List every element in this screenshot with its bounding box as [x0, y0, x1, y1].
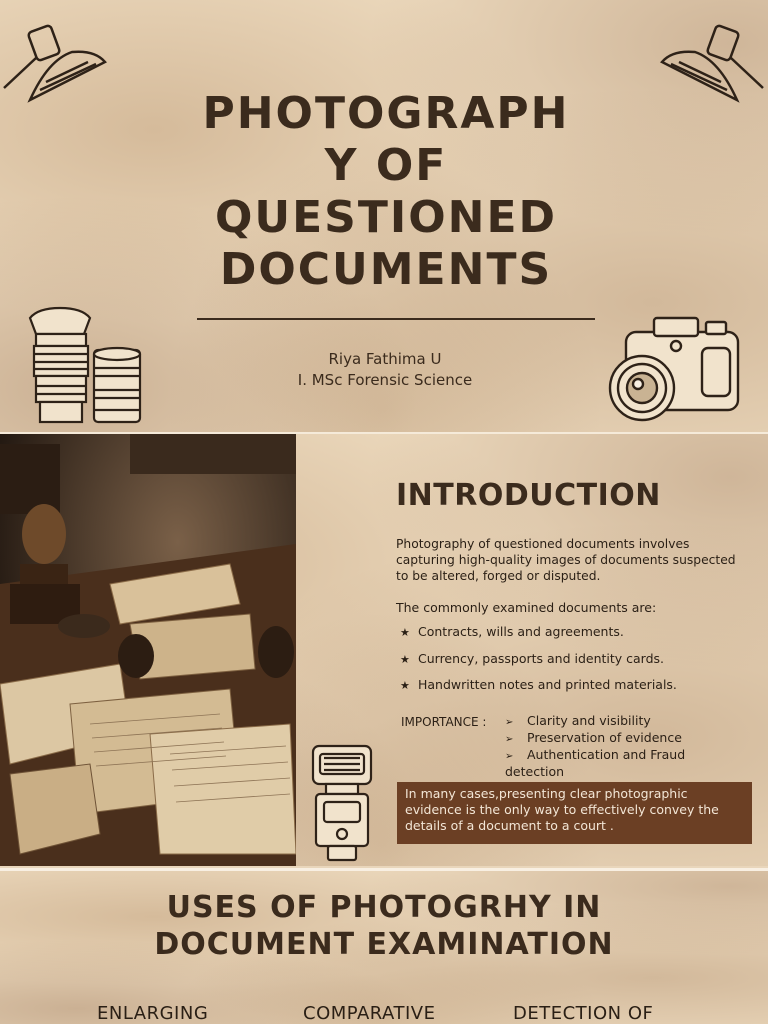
list-item: ★ Currency, passports and identity cards.: [400, 650, 665, 666]
column-heading: ENLARGING: [97, 1003, 209, 1024]
list-item: ➢ Preservation of evidence: [505, 730, 682, 745]
intro-paragraph: Photography of questioned documents involves capturing high-quality images of documents suspected to be altered, forged or disputed.: [396, 537, 736, 583]
flash-icon: [308, 740, 378, 864]
uses-slide: [0, 868, 768, 1024]
list-item: ★ Contracts, wills and agreements.: [400, 624, 624, 639]
star-icon: ★: [400, 626, 410, 639]
slide-title: PHOTOGRAPH Y OF QUESTIONED DOCUMENTS: [202, 88, 570, 295]
star-icon: ★: [400, 679, 410, 692]
author-course: I. MSc Forensic Science: [297, 371, 473, 389]
documents-lead: The commonly examined documents are:: [396, 600, 657, 615]
callout-box: In many cases,presenting clear photographic evidence is the only way to effectively convey the details of a document to a court .: [397, 782, 752, 844]
camera-icon: [606, 312, 746, 427]
title-slide: [0, 0, 768, 432]
author-name: Riya Fathima U: [328, 350, 442, 368]
arrow-bullet-icon: ➢: [505, 734, 514, 745]
title-divider: [197, 318, 595, 320]
list-item: ➢ Clarity and visibility: [505, 713, 651, 728]
list-item: ★ Handwritten notes and printed materials.: [400, 677, 677, 692]
introduction-slide: [0, 432, 768, 866]
importance-label: IMPORTANCE :: [401, 715, 487, 729]
arrow-bullet-icon: ➢: [505, 751, 514, 762]
desk-photo: [0, 434, 296, 866]
importance-list: [505, 713, 715, 779]
intro-heading: INTRODUCTION: [396, 478, 661, 513]
desk-lamp-icon: [652, 10, 767, 105]
uses-title: USES OF PHOTOGRHY IN DOCUMENT EXAMINATION: [154, 890, 614, 962]
documents-list: [400, 624, 677, 704]
desk-lamp-icon: [0, 10, 115, 105]
star-icon: ★: [400, 652, 410, 666]
camera-lens-icon: [26, 306, 146, 428]
list-item: ➢ Authentication and Fraud detection: [505, 747, 686, 779]
arrow-bullet-icon: ➢: [505, 717, 514, 728]
column-heading: COMPARATIVE: [303, 1003, 436, 1024]
column-heading: DETECTION OF: [513, 1003, 654, 1024]
author-block: [230, 349, 540, 391]
